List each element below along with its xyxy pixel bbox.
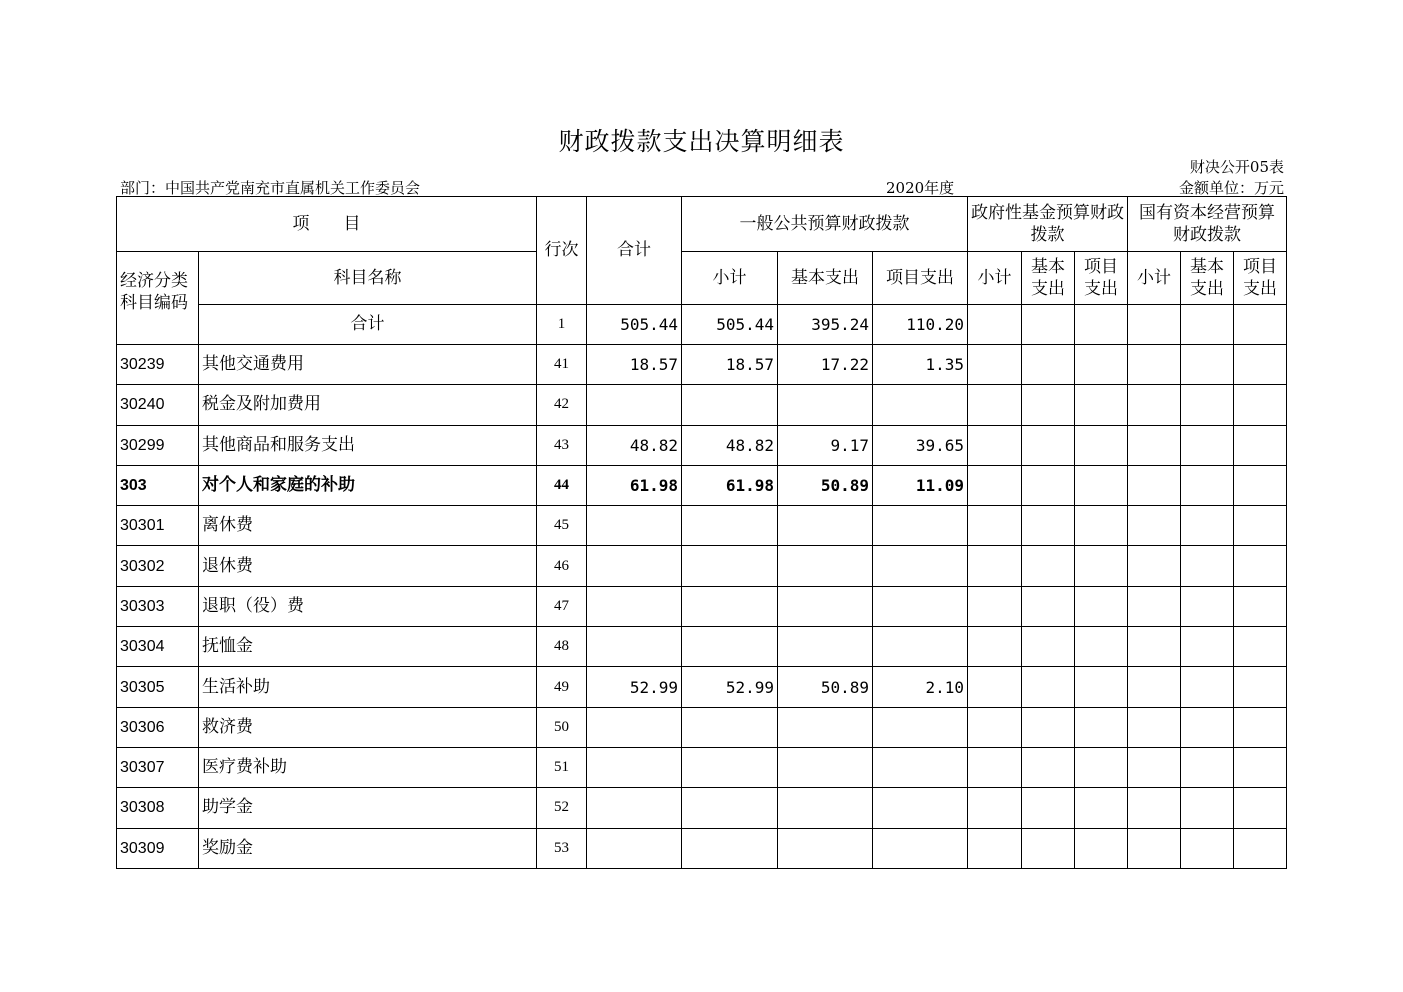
- empty-cell: [1234, 747, 1287, 787]
- header-subtotal-3: 小计: [1128, 252, 1181, 305]
- row-project: [873, 828, 968, 868]
- row-name: 奖励金: [199, 828, 537, 868]
- empty-cell: [1234, 385, 1287, 425]
- row-name: 助学金: [199, 788, 537, 828]
- row-number: 49: [537, 667, 587, 707]
- header-basic-2: 基本支出: [1022, 252, 1075, 305]
- table-row: [117, 586, 1287, 626]
- empty-cell: [1075, 506, 1128, 546]
- empty-cell: [1234, 506, 1287, 546]
- empty-cell: [1022, 546, 1075, 586]
- empty-cell: [968, 546, 1022, 586]
- row-total: [587, 788, 682, 828]
- empty-cell: [1181, 465, 1234, 505]
- empty-cell: [1128, 747, 1181, 787]
- empty-cell: [1181, 546, 1234, 586]
- row-name: 退休费: [199, 546, 537, 586]
- empty-cell: [1234, 667, 1287, 707]
- empty-cell: [968, 788, 1022, 828]
- empty-cell: [1128, 465, 1181, 505]
- row-basic: [778, 546, 873, 586]
- total-total: 505.44: [587, 305, 682, 345]
- row-subtotal: [682, 747, 778, 787]
- empty-cell: [1022, 465, 1075, 505]
- row-name: 税金及附加费用: [199, 385, 537, 425]
- empty-cell: [1075, 788, 1128, 828]
- row-basic: [778, 788, 873, 828]
- empty-cell: [1128, 385, 1181, 425]
- empty-cell: [1075, 385, 1128, 425]
- row-number: 41: [537, 345, 587, 385]
- empty-cell: [1234, 707, 1287, 747]
- table-row: [117, 506, 1287, 546]
- row-subtotal: [682, 506, 778, 546]
- row-number: 43: [537, 425, 587, 465]
- row-code: 30302: [117, 546, 199, 586]
- row-total: 52.99: [587, 667, 682, 707]
- row-total: 61.98: [587, 465, 682, 505]
- empty-cell: [968, 465, 1022, 505]
- row-name: 退职（役）费: [199, 586, 537, 626]
- row-name: 医疗费补助: [199, 747, 537, 787]
- row-basic: 9.17: [778, 425, 873, 465]
- row-number: 45: [537, 506, 587, 546]
- row-code: 30239: [117, 345, 199, 385]
- row-basic: [778, 627, 873, 667]
- row-total: [587, 707, 682, 747]
- empty-cell: [968, 345, 1022, 385]
- amount-unit: 金额单位：万元: [1178, 179, 1284, 197]
- table-row: [117, 667, 1287, 707]
- empty-cell: [1022, 586, 1075, 626]
- row-subtotal: 52.99: [682, 667, 778, 707]
- form-number: 财决公开05表: [1189, 158, 1284, 176]
- row-code: 30304: [117, 627, 199, 667]
- total-basic: 395.24: [778, 305, 873, 345]
- empty-cell: [1181, 385, 1234, 425]
- row-subtotal: [682, 828, 778, 868]
- header-project: 项目支出: [873, 252, 968, 305]
- header-total: 合计: [587, 197, 682, 305]
- empty-cell: [1128, 345, 1181, 385]
- row-code: 303: [117, 465, 199, 505]
- empty-cell: [1022, 788, 1075, 828]
- row-subtotal: [682, 586, 778, 626]
- empty-cell: [1075, 667, 1128, 707]
- empty-cell: [968, 747, 1022, 787]
- empty-cell: [1234, 425, 1287, 465]
- empty-cell: [1022, 506, 1075, 546]
- header-project-2: 项目支出: [1075, 252, 1128, 305]
- row-basic: [778, 747, 873, 787]
- empty-cell: [1022, 667, 1075, 707]
- row-total: [587, 627, 682, 667]
- row-basic: [778, 385, 873, 425]
- empty-cell: [1128, 586, 1181, 626]
- row-project: 1.35: [873, 345, 968, 385]
- row-total: [587, 828, 682, 868]
- row-total: 18.57: [587, 345, 682, 385]
- total-project: 110.20: [873, 305, 968, 345]
- empty-cell: [1022, 425, 1075, 465]
- empty-cell: [1075, 425, 1128, 465]
- empty-cell: [1181, 788, 1234, 828]
- row-code: 30305: [117, 667, 199, 707]
- page-title: 财政拨款支出决算明细表: [558, 127, 845, 156]
- empty-cell: [1075, 546, 1128, 586]
- row-total: [587, 747, 682, 787]
- table-row: [117, 627, 1287, 667]
- table-row: [117, 546, 1287, 586]
- empty-cell: [1022, 345, 1075, 385]
- empty-cell: [1181, 747, 1234, 787]
- row-number: 50: [537, 707, 587, 747]
- empty-cell: [1075, 828, 1128, 868]
- empty-cell: [1234, 586, 1287, 626]
- row-basic: 50.89: [778, 465, 873, 505]
- row-project: [873, 506, 968, 546]
- row-basic: 17.22: [778, 345, 873, 385]
- total-label: 合计: [199, 305, 537, 345]
- row-total: [587, 546, 682, 586]
- empty-cell: [1234, 627, 1287, 667]
- empty-cell: [1234, 465, 1287, 505]
- row-total: [587, 586, 682, 626]
- total-subtotal: 505.44: [682, 305, 778, 345]
- row-code: 30303: [117, 586, 199, 626]
- row-basic: [778, 707, 873, 747]
- table-row: [117, 385, 1287, 425]
- row-subtotal: [682, 707, 778, 747]
- header-basic: 基本支出: [778, 252, 873, 305]
- row-total: [587, 506, 682, 546]
- row-basic: 50.89: [778, 667, 873, 707]
- empty-cell: [968, 425, 1022, 465]
- empty-cell: [1128, 828, 1181, 868]
- empty-cell: [1181, 425, 1234, 465]
- header-econ-code: 经济分类科目编码: [117, 252, 199, 345]
- empty-cell: [1181, 828, 1234, 868]
- row-name: 其他交通费用: [199, 345, 537, 385]
- row-number: 44: [537, 465, 587, 505]
- row-name: 救济费: [199, 707, 537, 747]
- row-project: [873, 627, 968, 667]
- fiscal-year: 2020年度: [886, 179, 955, 197]
- row-code: 30309: [117, 828, 199, 868]
- table-row: [117, 707, 1287, 747]
- empty-cell: [1128, 546, 1181, 586]
- empty-cell: [1128, 707, 1181, 747]
- empty-cell: [1181, 707, 1234, 747]
- empty-cell: [1234, 546, 1287, 586]
- header-item: 项 目: [117, 197, 537, 252]
- empty-cell: [968, 586, 1022, 626]
- table-row: [117, 425, 1287, 465]
- empty-cell: [1181, 506, 1234, 546]
- empty-cell: [1181, 627, 1234, 667]
- row-number: 47: [537, 586, 587, 626]
- row-name: 其他商品和服务支出: [199, 425, 537, 465]
- empty-cell: [1075, 707, 1128, 747]
- table-row: [117, 465, 1287, 505]
- row-basic: [778, 506, 873, 546]
- header-subtotal-2: 小计: [968, 252, 1022, 305]
- empty-cell: [1234, 788, 1287, 828]
- row-project: 11.09: [873, 465, 968, 505]
- row-code: 30240: [117, 385, 199, 425]
- row-project: 2.10: [873, 667, 968, 707]
- row-project: [873, 747, 968, 787]
- header-state-capital: 国有资本经营预算财政拨款: [1128, 197, 1287, 252]
- header-row-no: 行次: [537, 197, 587, 305]
- total-row-no: 1: [537, 305, 587, 345]
- empty-cell: [1234, 828, 1287, 868]
- row-subtotal: 61.98: [682, 465, 778, 505]
- total-row: [117, 305, 1287, 345]
- empty-cell: [1181, 586, 1234, 626]
- row-project: [873, 385, 968, 425]
- row-code: 30306: [117, 707, 199, 747]
- row-basic: [778, 828, 873, 868]
- header-subtotal: 小计: [682, 252, 778, 305]
- empty-cell: [1128, 627, 1181, 667]
- row-subtotal: [682, 385, 778, 425]
- row-number: 53: [537, 828, 587, 868]
- row-number: 51: [537, 747, 587, 787]
- row-total: [587, 385, 682, 425]
- empty-cell: [1128, 506, 1181, 546]
- empty-cell: [1075, 627, 1128, 667]
- row-total: 48.82: [587, 425, 682, 465]
- row-number: 46: [537, 546, 587, 586]
- row-number: 48: [537, 627, 587, 667]
- empty-cell: [968, 667, 1022, 707]
- empty-cell: [968, 707, 1022, 747]
- empty-cell: [1075, 465, 1128, 505]
- empty-cell: [1234, 345, 1287, 385]
- row-name: 离休费: [199, 506, 537, 546]
- empty-cell: [968, 627, 1022, 667]
- empty-cell: [968, 506, 1022, 546]
- empty-cell: [1128, 788, 1181, 828]
- row-subtotal: 18.57: [682, 345, 778, 385]
- header-subject-name: 科目名称: [199, 252, 537, 305]
- empty-cell: [1128, 667, 1181, 707]
- table-row: [117, 828, 1287, 868]
- empty-cell: [1075, 747, 1128, 787]
- row-name: 抚恤金: [199, 627, 537, 667]
- empty-cell: [968, 828, 1022, 868]
- row-subtotal: [682, 788, 778, 828]
- table-row: [117, 345, 1287, 385]
- empty-cell: [1022, 828, 1075, 868]
- table-row: [117, 788, 1287, 828]
- header-basic-3: 基本支出: [1181, 252, 1234, 305]
- header-general-budget: 一般公共预算财政拨款: [682, 197, 968, 252]
- header-project-3: 项目支出: [1234, 252, 1287, 305]
- department-label: 部门：中国共产党南充市直属机关工作委员会: [120, 179, 421, 197]
- empty-cell: [1022, 627, 1075, 667]
- row-code: 30308: [117, 788, 199, 828]
- empty-cell: [1022, 707, 1075, 747]
- empty-cell: [1075, 345, 1128, 385]
- row-project: [873, 707, 968, 747]
- expenditure-table: [116, 196, 1287, 869]
- row-project: [873, 788, 968, 828]
- row-project: [873, 546, 968, 586]
- empty-cell: [1022, 385, 1075, 425]
- empty-cell: [968, 385, 1022, 425]
- row-basic: [778, 586, 873, 626]
- row-number: 52: [537, 788, 587, 828]
- row-project: 39.65: [873, 425, 968, 465]
- row-code: 30299: [117, 425, 199, 465]
- row-project: [873, 586, 968, 626]
- row-code: 30307: [117, 747, 199, 787]
- row-subtotal: [682, 546, 778, 586]
- empty-cell: [1181, 345, 1234, 385]
- header-gov-fund: 政府性基金预算财政拨款: [968, 197, 1128, 252]
- row-code: 30301: [117, 506, 199, 546]
- empty-cell: [1181, 667, 1234, 707]
- empty-cell: [1022, 747, 1075, 787]
- empty-cell: [1075, 586, 1128, 626]
- empty-cell: [1128, 425, 1181, 465]
- row-subtotal: 48.82: [682, 425, 778, 465]
- row-name: 生活补助: [199, 667, 537, 707]
- row-name: 对个人和家庭的补助: [199, 465, 537, 505]
- row-subtotal: [682, 627, 778, 667]
- row-number: 42: [537, 385, 587, 425]
- table-row: [117, 747, 1287, 787]
